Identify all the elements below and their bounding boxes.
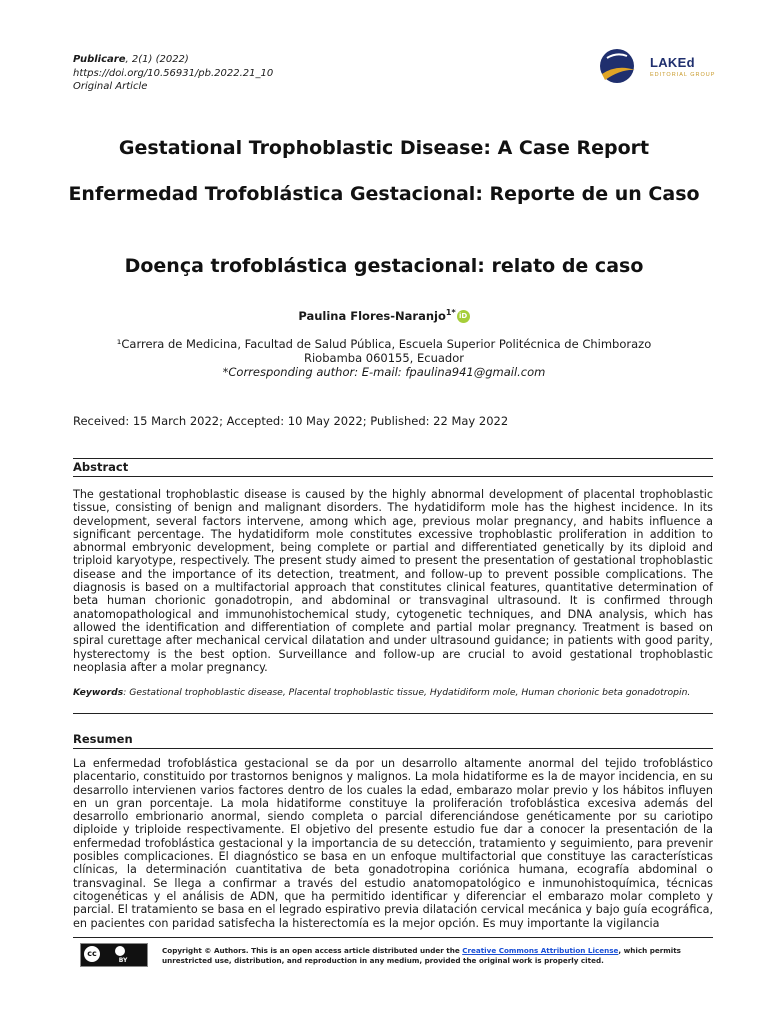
abstract-heading: Abstract (73, 460, 129, 474)
license-suffix: , which permits unrestricted use, distribution, and reproduction in any medium, provided the original work is properly cited. (162, 946, 681, 965)
footer-divider (73, 937, 713, 938)
article-type: Original Article (73, 81, 148, 92)
journal-name: Publicare (73, 54, 126, 65)
abstract-text: The gestational trophoblastic disease is caused by the highly abnormal development of placental trophoblastic tissue, consisting of benign and malignant disorders. The hydatidiform mole has the highest incidence. In its development, several factors intervene, among which age, previous molar pregnancy, and habits influence a significant percentage. The hydatidiform mole constitutes excessive trophoblastic proliferation in addition to abnormal embryonic development, being complete or partial and differentiated genetically by its diploid and triploid karyotype, respectively. The present study aimed to present the presentation of gestational trophoblastic disease and the importance of its detection, treatment, and follow-up to prevent possible complications. The diagnosis is based on a multifactorial approach that constitutes clinical features, quantitative determination of beta human chorionic gonadotropin, and abdominal or transvaginal ultrasound. It is confirmed through anatomopathological and immunohistochemical study, cytogenetic techniques, and DNA analysis, which has allowed the identification and differentiation of complete and partial molar pregnancy. Treatment is based on spiral curettage after mechanical cervical dilatation and under ultrasound guidance; in patients with good parity, hysterectomy is the best option. Surveillance and follow-up are crucial to avoid gestational trophoblastic neoplasia after a molar pregnancy. (73, 488, 713, 674)
keywords (73, 687, 713, 699)
corresponding-author: *Corresponding author: E-mail: fpaulina941@gmail.com (222, 365, 546, 379)
orcid-icon[interactable]: iD (457, 310, 470, 323)
license-statement (162, 946, 722, 965)
keywords-label: Keywords (73, 687, 124, 698)
publication-dates: Received: 15 March 2022; Accepted: 10 May 2022; Published: 22 May 2022 (73, 414, 509, 428)
resumen-heading: Resumen (73, 732, 133, 746)
author-marks: 1* (445, 308, 456, 317)
keywords-list: : Gestational trophoblastic disease, Placental trophoblastic tissue, Hydatidiform mole, Human chorionic beta gonadotropin. (123, 687, 691, 698)
cc-by-label: BY (118, 957, 128, 964)
attribution-person-icon (115, 946, 125, 956)
journal-issue: , 2(1) (2022) (125, 54, 189, 65)
title-portuguese: Doença trofoblástica gestacional: relato de caso (124, 255, 644, 277)
affiliation-line-2: Riobamba 060155, Ecuador (304, 351, 464, 365)
affiliation-line-1: ¹Carrera de Medicina, Facultad de Salud Pública, Escuela Superior Politécnica de Chimborazo (116, 337, 652, 351)
license-prefix: Copyright © Authors. This is an open access article distributed under the (162, 946, 463, 955)
cc-by-license-icon[interactable] (80, 943, 148, 967)
doi-link[interactable]: https://doi.org/10.56931/pb.2022.21_10 (73, 67, 274, 79)
abstract-heading-divider (73, 476, 713, 477)
title-spanish: Enfermedad Trofoblástica Gestacional: Reporte de un Caso (68, 183, 700, 205)
publisher-logo-text: LAKEd (650, 55, 695, 70)
publisher-logo-subtitle: EDITORIAL GROUP (650, 72, 716, 78)
title-english: Gestational Trophoblastic Disease: A Case Report (118, 137, 650, 159)
resumen-top-divider (73, 713, 713, 714)
resumen-heading-divider (73, 748, 713, 749)
journal-header (73, 53, 273, 94)
affiliation-block (0, 337, 768, 379)
abstract-top-divider (73, 458, 713, 459)
cc-icon: cc (84, 946, 100, 962)
resumen-text: La enfermedad trofoblástica gestacional se da por un desarrollo altamente anormal del tejido trofoblástico placentario, constituido por trastornos benignos y malignos. La mola hidatiforme es la de mayor incidencia, en su desarrollo intervienen varios factores dentro de los cuales la edad, embarazo molar previo y los hábitos influyen en un gran porcentaje. La mola hidatiforme constituye la proliferación trofoblástica excesiva además del desarrollo embrionario anormal, siendo completa o parcial diferenciándose genéticamente por su cariotipo diploide y triploide respectivamente. El objetivo del presente estudio fue dar a conocer la presentación de la enfermedad trofoblástica gestacional y la importancia de su detección, tratamiento y seguimiento, para prevenir posibles complicaciones. El diagnóstico se basa en un enfoque multifactorial que constituye las características clínicas, la determinación cuantitativa de beta gonadotropina coriónica humana, ecografía abdominal o transvaginal. Se llega a confirmar a través del estudio anatomopatológico e inmunohistoquímica, técnicas citogenéticas y el análisis de ADN, que ha permitido identificar y diferenciar el embarazo molar completo y parcial. El tratamiento se basa en el legrado espirativo previa dilatación cervical mecánica y bajo guía ecográfica, en pacientes con paridad satisfecha la histerectomía es la mejor opción. Es muy importante la vigilancia (73, 757, 713, 930)
author-line (0, 308, 768, 323)
author-name: Paulina Flores-Naranjo (298, 308, 446, 323)
license-link[interactable]: Creative Commons Attribution License (462, 946, 619, 955)
